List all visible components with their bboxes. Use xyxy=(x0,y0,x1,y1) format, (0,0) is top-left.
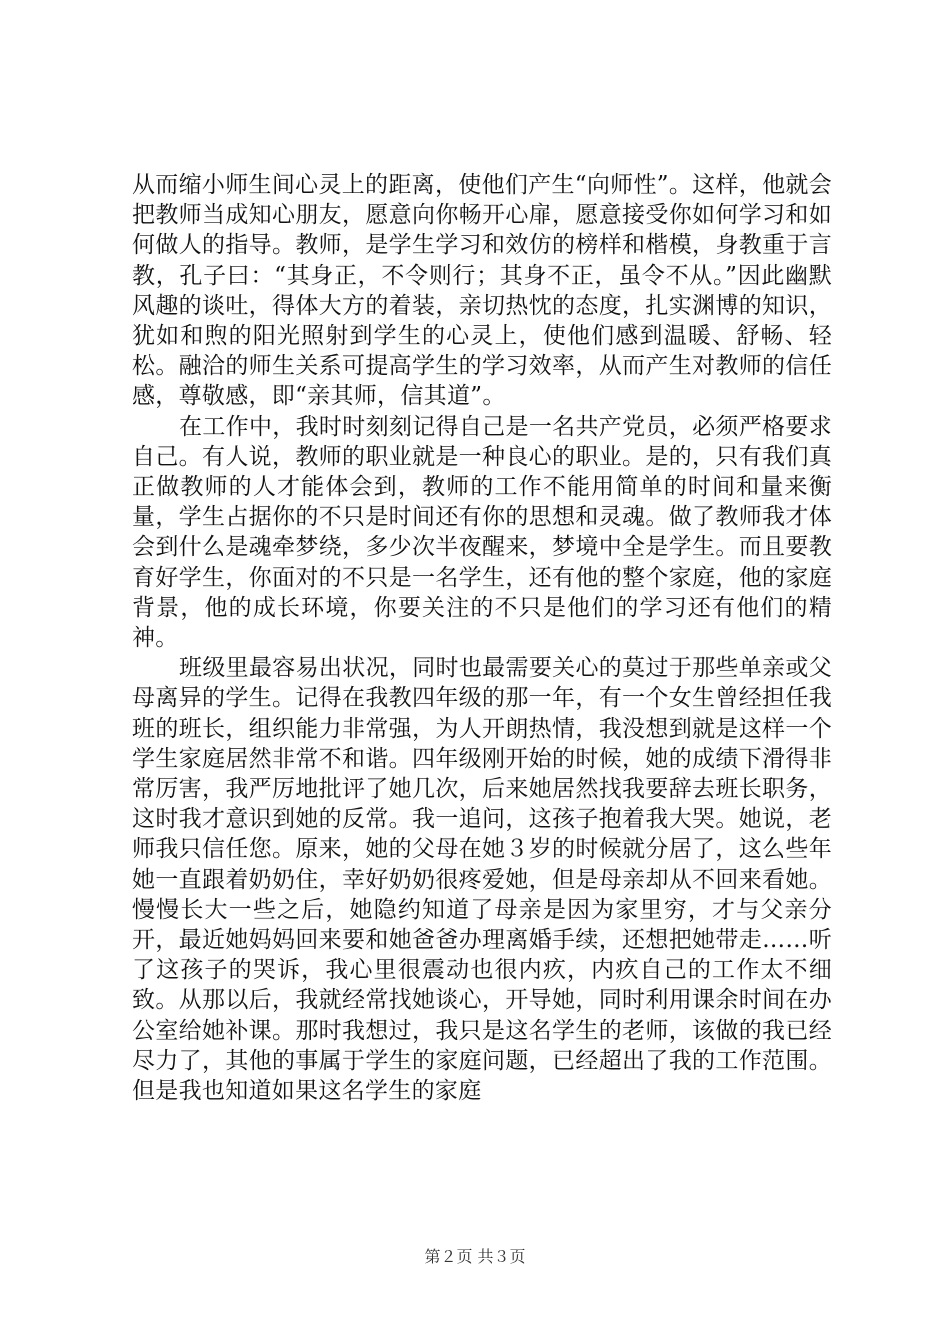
document-body xyxy=(132,170,832,1106)
page-number-footer: 第２页 共３页 xyxy=(424,1247,526,1266)
paragraph-3: 班级里最容易出状况，同时也最需要关心的莫过于那些单亲或父母离异的学生。记得在我教四年级的那一年，有一个女生曾经担任我班的班长，组织能力非常强，为人开朗热情，我没想到就是这样一个学生家庭居然非常不和谐。四年级刚开始的时候，她的成绩下滑得非常厉害，我严厉地批评了她几次，后来她居然找我要辞去班长职务，这时我才意识到她的反常。我一追问，这孩子抱着我大哭。她说，老师我只信任您。原来，她的父母在她３岁的时候就分居了，这么些年她一直跟着奶奶住，幸好奶奶很疼爱她，但是母亲却从不回来看她。慢慢长大一些之后，她隐约知道了母亲是因为家里穷，才与父亲分开，最近她妈妈回来要和她爸爸办理离婚手续，还想把她带走……听了这孩子的哭诉，我心里很震动也很内疚，内疚自己的工作太不细致。从那以后，我就经常找她谈心，开导她，同时利用课余时间在办公室给她补课。那时我想过，我只是这名学生的老师，该做的我已经尽力了，其他的事属于学生的家庭问题，已经超出了我的工作范围。但是我也知道如果这名学生的家庭 xyxy=(132,655,832,1105)
paragraph-2: 在工作中，我时时刻刻记得自己是一名共产党员，必须严格要求自己。有人说，教师的职业就是一种良心的职业。是的，只有我们真正做教师的人才能体会到，教师的工作不能用简单的时间和量来衡量，学生占据你的不只是时间还有你的思想和灵魂。做了教师我才体会到什么是魂牵梦绕，多少次半夜醒来，梦境中全是学生。而且要教育好学生，你面对的不只是一名学生，还有他的整个家庭，他的家庭背景，他的成长环境，你要关注的不只是他们的学习还有他们的精神。 xyxy=(132,413,832,652)
paragraph-1: 从而缩小师生间心灵上的距离，使他们产生“向师性”。这样，他就会把教师当成知心朋友，愿意向你畅开心扉，愿意接受你如何学习和如何做人的指导。教师，是学生学习和效仿的榜样和楷模，身教重于言教，孔子曰：“其身正，不令则行；其身不正，虽令不从。”因此幽默风趣的谈吐，得体大方的着装，亲切热忱的态度，扎实渊博的知识，犹如和煦的阳光照射到学生的心灵上，使他们感到温暖、舒畅、轻松。融洽的师生关系可提高学生的学习效率，从而产生对教师的信任感，尊敬感，即“亲其师，信其道”。 xyxy=(132,172,832,410)
